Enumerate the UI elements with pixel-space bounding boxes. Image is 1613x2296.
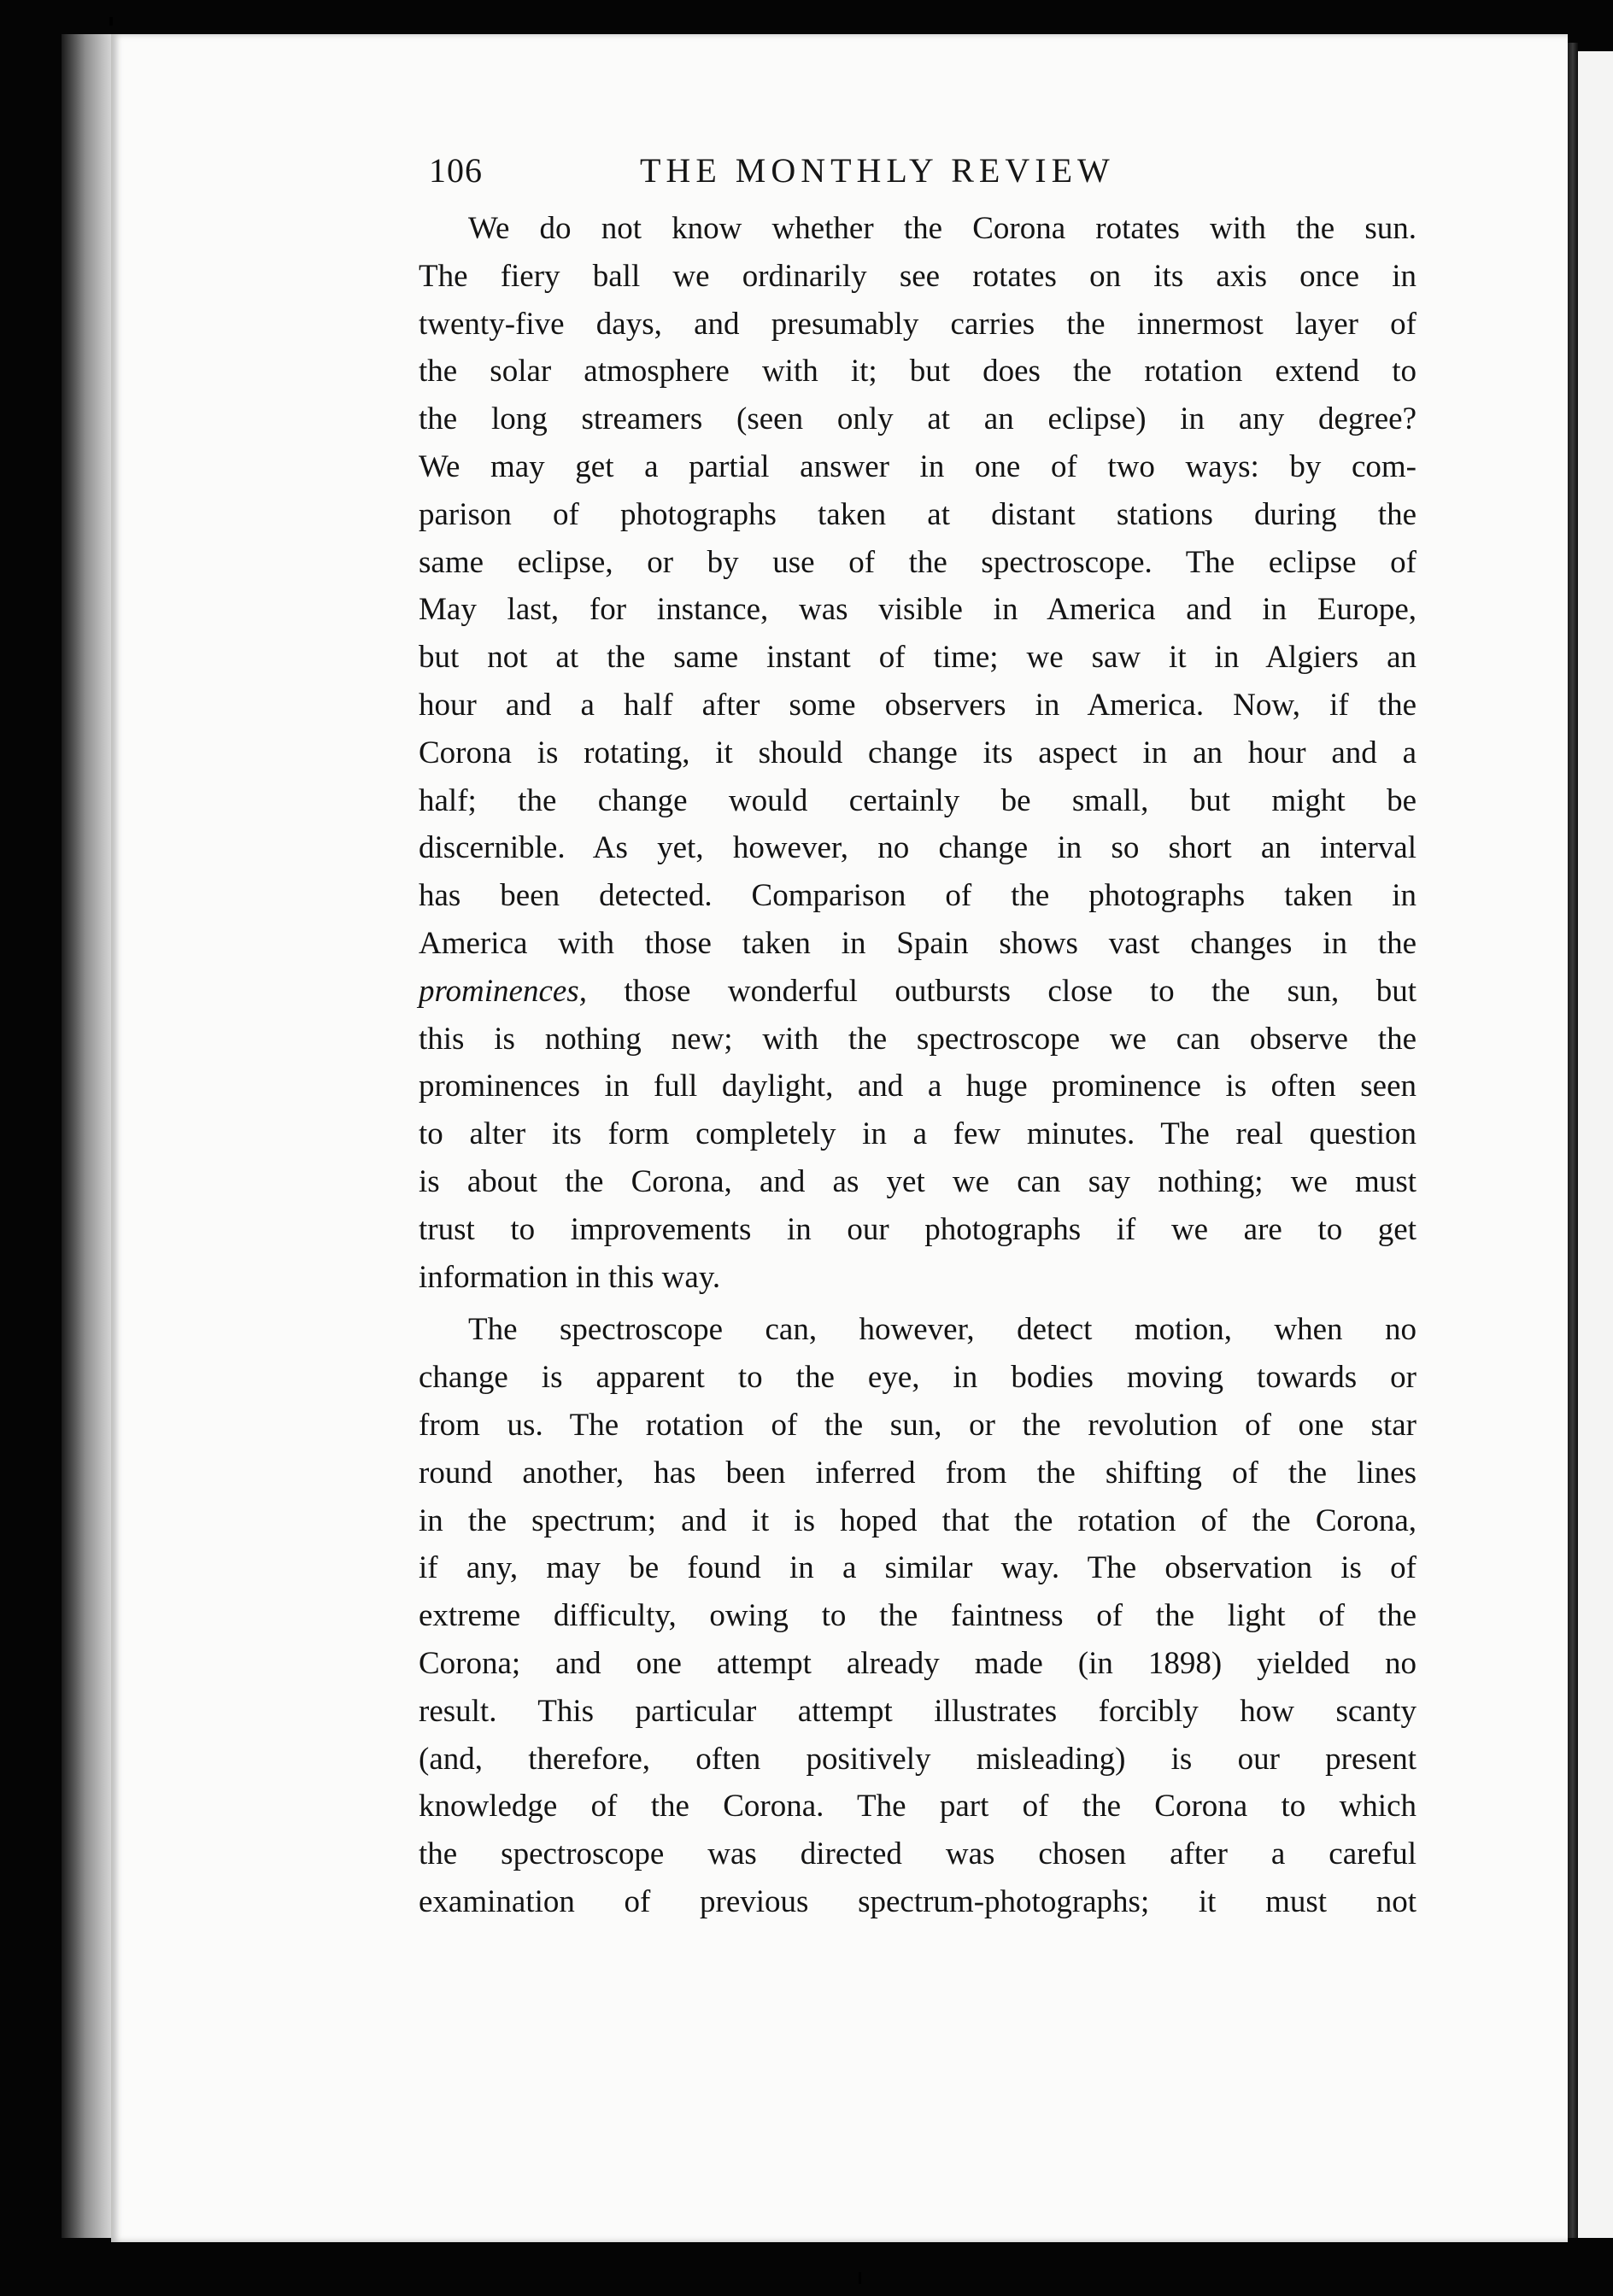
text-line: this is nothing new; with the spectroscope we can observe the bbox=[419, 1021, 1417, 1057]
text-line: We may get a partial answer in one of two ways: by com- bbox=[419, 448, 1417, 484]
text-line: We do not know whether the Corona rotates with the sun. bbox=[468, 211, 1417, 246]
text-line: Corona is rotating, it should change its aspect in an hour and a bbox=[419, 735, 1417, 770]
text-line: same eclipse, or by use of the spectroscope. The eclipse of bbox=[419, 544, 1417, 580]
text-line: has been detected. Comparison of the photographs taken in bbox=[419, 878, 1417, 914]
italic-word: prominences, bbox=[419, 973, 587, 1009]
text-line: but not at the same instant of time; we saw it in Algiers an bbox=[419, 640, 1417, 676]
text-line: from us. The rotation of the sun, or the revolution of one star bbox=[419, 1407, 1417, 1443]
text-line: the solar atmosphere with it; but does the rotation extend to bbox=[419, 354, 1417, 390]
facing-page-gutter bbox=[1568, 43, 1578, 2238]
text-line: The spectroscope can, however, detect motion, when no bbox=[468, 1312, 1417, 1348]
text-line: The fiery ball we ordinarily see rotates on its axis once in bbox=[419, 258, 1417, 294]
text-line: extreme difficulty, owing to the faintness of the light of the bbox=[419, 1598, 1417, 1634]
body-text bbox=[419, 205, 1417, 1926]
text-line: knowledge of the Corona. The part of the Corona to which bbox=[419, 1789, 1417, 1824]
scan-speck bbox=[109, 17, 113, 26]
text-line: trust to improvements in our photographs if we are to get bbox=[419, 1211, 1417, 1247]
text-line: change is apparent to the eye, in bodies moving towards or bbox=[419, 1360, 1417, 1396]
text-line: result. This particular attempt illustrates forcibly how scanty bbox=[419, 1693, 1417, 1729]
text-line: the spectroscope was directed was chosen after a careful bbox=[419, 1836, 1417, 1872]
text-line: is about the Corona, and as yet we can say nothing; we must bbox=[419, 1163, 1417, 1199]
facing-page-strip bbox=[1578, 51, 1613, 2238]
text-line: hour and a half after some observers in America. Now, if the bbox=[419, 687, 1417, 723]
text-line: May last, for instance, was visible in America and in Europe, bbox=[419, 592, 1417, 628]
text-line: Corona; and one attempt already made (in 1898) yielded no bbox=[419, 1645, 1417, 1681]
text-line: in the spectrum; and it is hoped that the rotation of the Corona, bbox=[419, 1502, 1417, 1538]
running-title: THE MONTHLY REVIEW bbox=[640, 151, 1115, 190]
scan-speck bbox=[859, 2272, 861, 2284]
text-line: prominences in full daylight, and a huge prominence is often seen bbox=[419, 1069, 1417, 1104]
text-line: half; the change would certainly be small, but might be bbox=[419, 782, 1417, 818]
text-line: parison of photographs taken at distant stations during the bbox=[419, 496, 1417, 532]
text-line: if any, may be found in a similar way. The observation is of bbox=[419, 1550, 1417, 1586]
text-line: information in this way. bbox=[419, 1259, 721, 1295]
text-line: America with those taken in Spain shows vast changes in the bbox=[419, 925, 1417, 961]
text-line: discernible. As yet, however, no change in so short an interval bbox=[419, 830, 1417, 866]
text-line: twenty-five days, and presumably carries the innermost layer of bbox=[419, 306, 1417, 342]
running-header bbox=[429, 150, 1428, 202]
text-line: the long streamers (seen only at an eclipse) in any degree? bbox=[419, 401, 1417, 437]
text-line: round another, has been inferred from the shifting of the lines bbox=[419, 1455, 1417, 1491]
text-line: (and, therefore, often positively misleading) is our present bbox=[419, 1741, 1417, 1777]
paragraph-2 bbox=[419, 1306, 1417, 1925]
text-line: examination of previous spectrum-photographs; it must not bbox=[419, 1883, 1417, 1919]
text-line: to alter its form completely in a few minutes. The real question bbox=[419, 1116, 1417, 1152]
paragraph-1 bbox=[419, 205, 1417, 1301]
page-number: 106 bbox=[429, 151, 483, 190]
text-line: prominences, those wonderful outbursts close to the sun, but bbox=[419, 973, 1417, 1009]
